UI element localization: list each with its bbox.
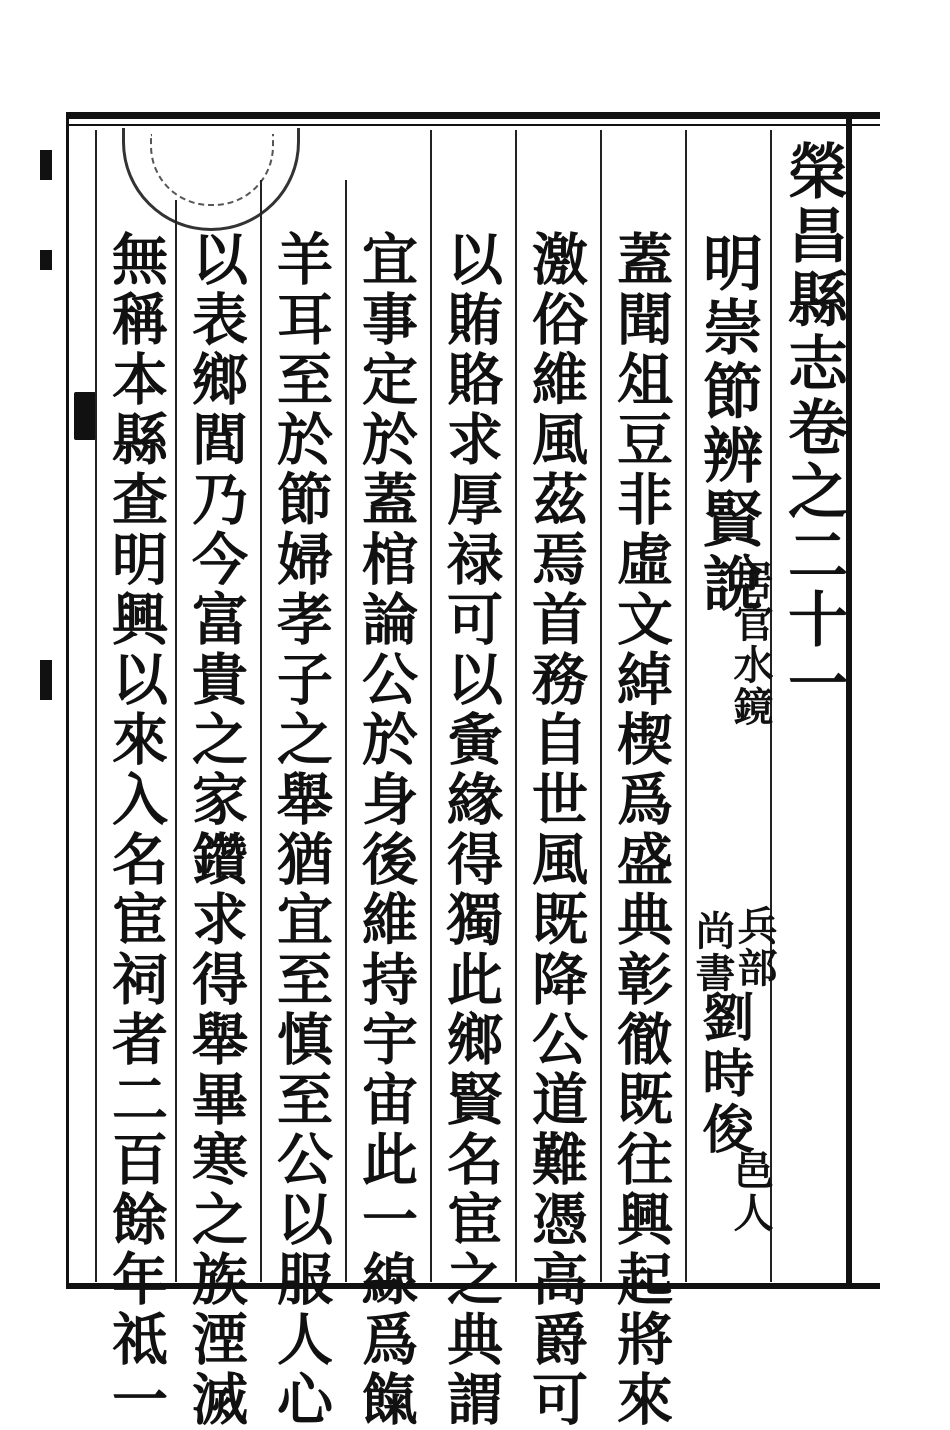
column-rule bbox=[685, 130, 687, 1282]
column-rule bbox=[175, 200, 177, 1282]
text-column-3: 以賄賂求厚禄可以夤緣得獨此鄉賢名宦之典謂 bbox=[438, 230, 504, 1430]
page-tab-mark bbox=[74, 392, 96, 440]
text-column-4: 宜事定於蓋棺論公於身後維持宇宙此一線爲餼 bbox=[353, 230, 419, 1430]
text-column-2: 激俗維風茲焉首務自世風既降公道難憑高爵可 bbox=[523, 230, 589, 1430]
volume-title: 榮昌縣志卷之二十一 bbox=[778, 140, 848, 716]
text-column-1: 蓋聞俎豆非虛文綽楔爲盛典彰徹既往興起將來 bbox=[608, 230, 674, 1430]
text-column-7: 無稱本縣查明興以來入名宦祠者二百餘年祗一 bbox=[103, 230, 169, 1430]
frame-top-border bbox=[68, 112, 880, 119]
edge-mark bbox=[40, 660, 52, 700]
text-column-5: 羊耳至於節婦孝子之舉猶宜至慎至公以服人心 bbox=[268, 230, 334, 1430]
column-rule bbox=[515, 130, 517, 1282]
column-rule bbox=[345, 180, 347, 1282]
column-rule bbox=[260, 180, 262, 1282]
edge-mark bbox=[40, 150, 52, 180]
author-origin: 邑人 bbox=[727, 1150, 774, 1234]
author-office-2: 尚書 bbox=[689, 910, 736, 994]
author-name: 劉時俊 bbox=[693, 990, 754, 1158]
text-column-6: 以表鄉閭乃今富貴之家鑽求得舉畢寒之族湮滅 bbox=[183, 230, 249, 1430]
column-rule bbox=[95, 130, 97, 1282]
page-edge bbox=[0, 0, 58, 1368]
frame-top-border-inner bbox=[68, 124, 880, 126]
edge-mark bbox=[40, 250, 52, 270]
column-rule bbox=[430, 130, 432, 1282]
essay-heading: 明崇節辨賢說 bbox=[693, 232, 763, 616]
heading-note: 居官水鏡 bbox=[727, 560, 774, 728]
frame-left-border bbox=[66, 112, 69, 1289]
column-rule bbox=[600, 130, 602, 1282]
author-office-1: 兵部 bbox=[731, 905, 778, 989]
